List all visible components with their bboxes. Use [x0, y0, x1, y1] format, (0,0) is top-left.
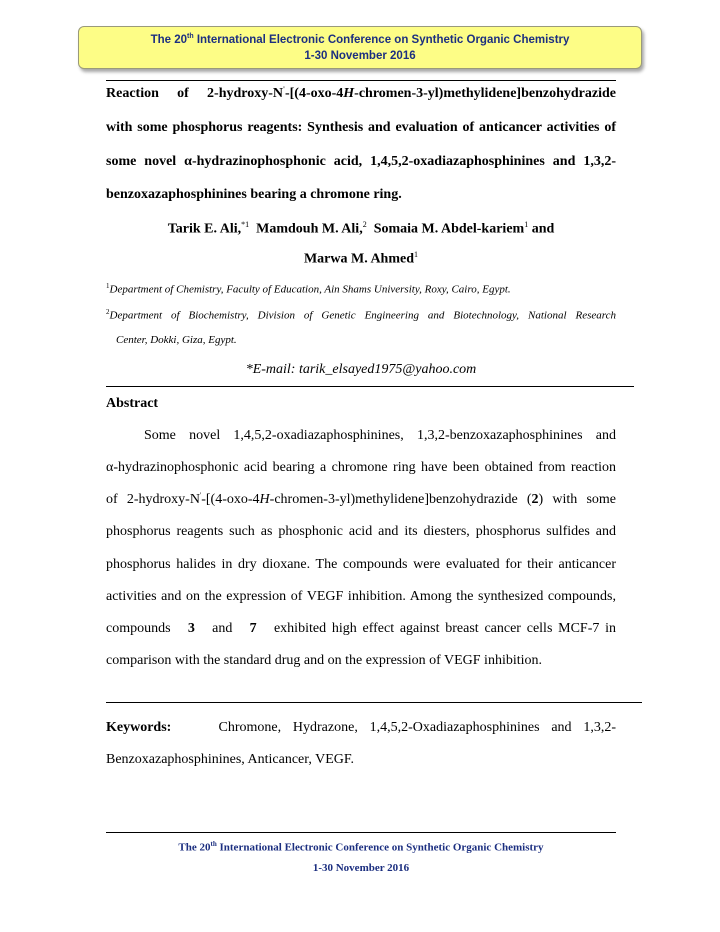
abstract-line-2: α-hydrazinophosphonic acid bearing a chromone ring have been obtained from reaction	[106, 460, 616, 475]
title-line-4: benzoxazaphosphinines bearing a chromone ring.	[106, 187, 402, 202]
author-2: Mamdouh M. Ali,	[256, 221, 363, 237]
authors-line-1: Tarik E. Ali,$^{*1}$ Mamdouh M. Ali,$^2$ Somaia M. Abdel-kariem$^1$ and	[167, 220, 555, 237]
banner-title: The 20th International Electronic Conference on Synthetic Organic Chemistry	[150, 33, 570, 46]
author-4: Marwa M. Ahmed	[303, 251, 415, 267]
banner-date: 1-30 November 2016	[304, 50, 416, 62]
contact-email[interactable]: *E-mail: tarik_elsayed1975@yahoo.com	[245, 362, 477, 377]
abstract-line-1: Some novel 1,4,5,2-oxadiazaphosphinines, 1,3,2-benzoxazaphosphinines and	[144, 428, 616, 443]
keywords-line-2: Benzoxazaphosphinines, Anticancer, VEGF.	[106, 752, 355, 767]
affiliation-2-line-2: Center, Dokki, Giza, Egypt.	[116, 334, 237, 346]
abstract-heading: Abstract	[106, 396, 159, 411]
keywords-line-1: Keywords: Chromone, Hydrazone, 1,4,5,2-Oxadiazaphosphinines and 1,3,2-	[106, 720, 616, 735]
authors-line-2: Marwa M. Ahmed$^1$	[303, 250, 419, 267]
title-line-2: with some phosphorus reagents: Synthesis and evaluation of anticancer activities of	[106, 120, 616, 135]
author-3: Somaia M. Abdel-kariem	[373, 221, 525, 237]
footer-date: 1-30 November 2016	[312, 862, 410, 874]
keywords-label: Keywords:	[106, 720, 172, 735]
abstract-rule	[106, 702, 642, 703]
title-line-3: some novel α-hydrazinophosphonic acid, 1,4,5,2-oxadiazaphosphinines and 1,3,2-	[106, 154, 616, 169]
email-rule	[106, 386, 634, 387]
footer-rule	[106, 832, 616, 833]
author-1: Tarik E. Ali,	[167, 221, 242, 237]
abstract-line-7: compounds 3 and 7 exhibited high effect against breast cancer cells MCF-7 in	[106, 621, 617, 636]
top-rule	[106, 80, 616, 81]
affiliation-1: $^1$Department of Chemistry, Faculty of Education, Ain Shams University, Roxy, Cairo, Egypt.	[106, 282, 511, 296]
abstract-line-6: activities and on the expression of VEGF inhibition. Among the synthesized compounds,	[106, 589, 616, 604]
conference-banner	[78, 26, 642, 69]
abstract-line-4: phosphorus reagents such as phosphonic acid and its diesters, phosphorus sulfides and	[106, 524, 616, 539]
abstract-line-3: of 2-hydroxy-N'-[(4-oxo-4H-chromen-3-yl)methylidene]benzohydrazide (2) with some	[106, 491, 616, 507]
footer-title: The 20th International Electronic Conference on Synthetic Organic Chemistry	[178, 840, 544, 854]
abstract-line-8: comparison with the standard drug and on the expression of VEGF inhibition.	[106, 653, 543, 668]
affiliation-2-line-1: $^2$Department of Biochemistry, Division of Genetic Engineering and Biotechnology, National Research	[106, 308, 616, 322]
abstract-line-5: phosphorus halides in dry dioxane. The compounds were evaluated for their anticancer	[106, 557, 616, 572]
title-line-1: Reaction of 2-hydroxy-N'-[(4-oxo-4H-chromen-3-yl)methylidene]benzohydrazide	[106, 85, 616, 101]
